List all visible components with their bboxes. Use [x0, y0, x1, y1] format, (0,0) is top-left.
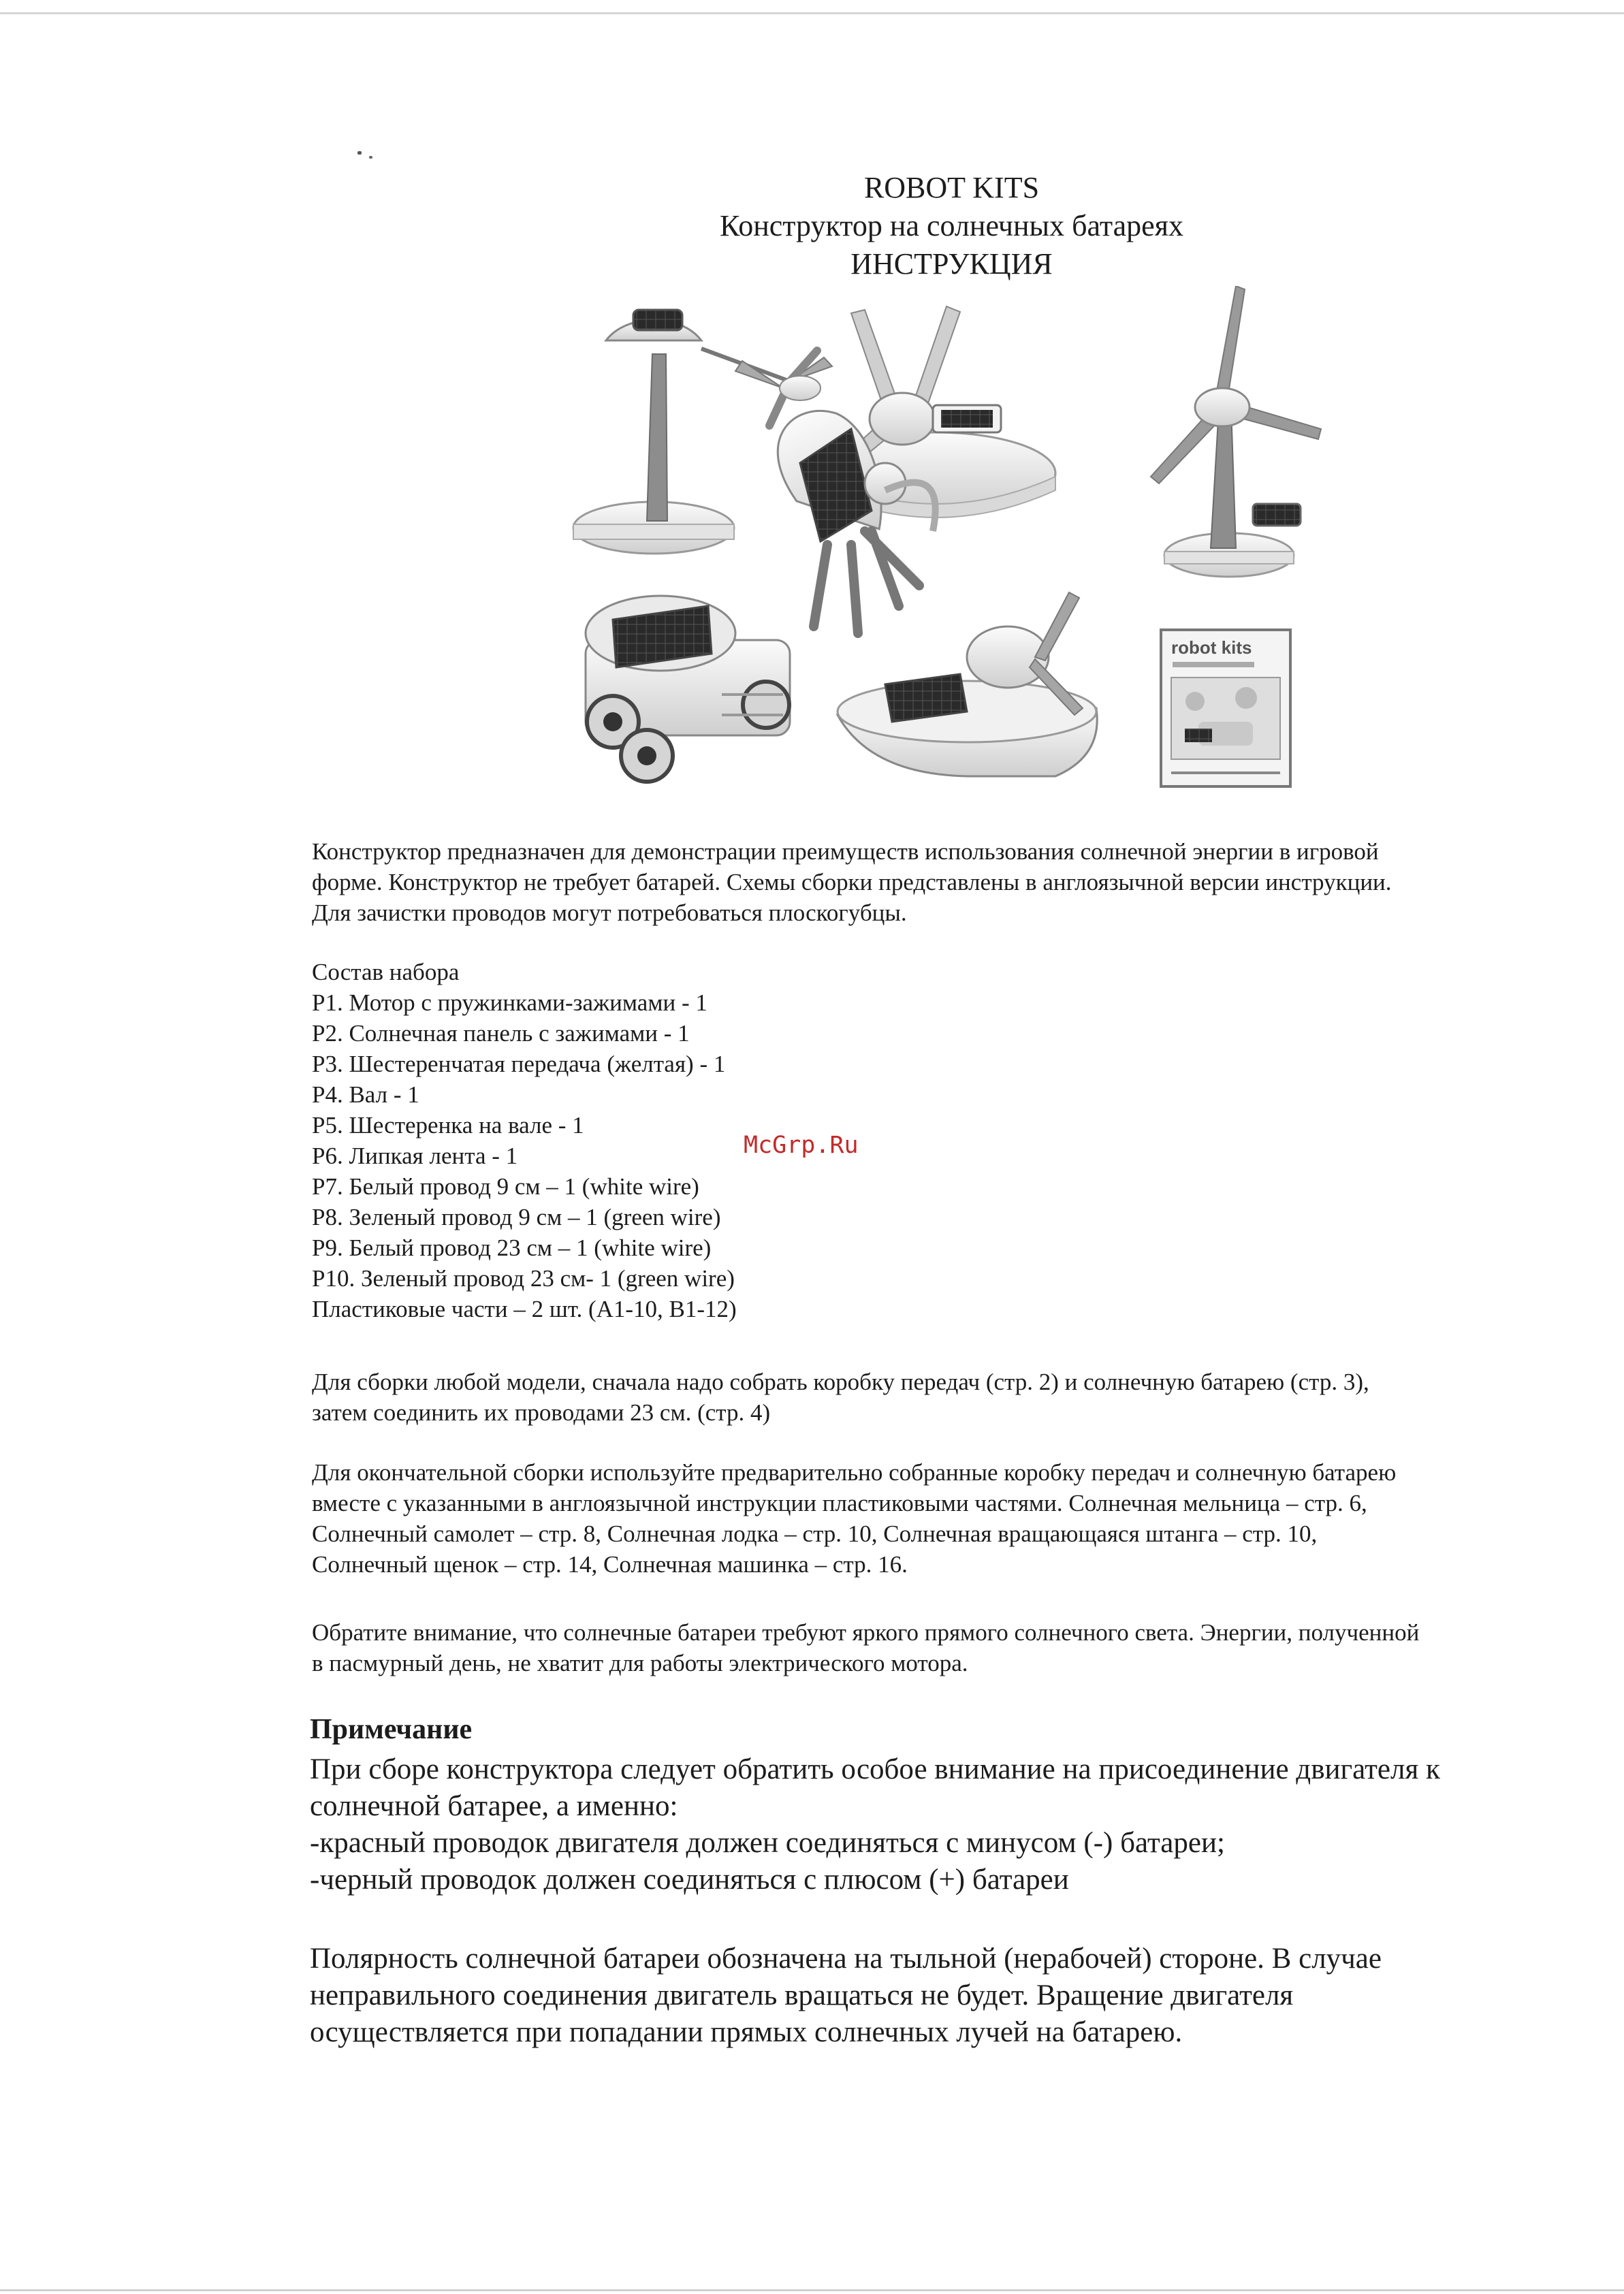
model-tall-windmill [1151, 286, 1321, 577]
doc-heading-instruction: ИНСТРУКЦИЯ [850, 247, 1053, 281]
list-item: Пластиковые части – 2 шт. (A1-10, B1-12) [312, 1296, 737, 1322]
text-line: Солнечный самолет – стр. 8, Солнечная лодка – стр. 10, Солнечная вращающаяся штанга – стр. 10, [312, 1520, 1318, 1547]
doc-subtitle: Конструктор на солнечных батареях [720, 209, 1183, 242]
text-line: -красный проводок двигателя должен соединяться с минусом (-) батареи; [310, 1827, 1225, 1859]
text-line: Для сборки любой модели, сначала надо собрать коробку передач (стр. 2) и солнечную батарею (стр. 3), [312, 1369, 1369, 1395]
text-line: Для зачистки проводов могут потребоваться плоскогубцы. [312, 899, 907, 926]
list-item: P8. Зеленый провод 9 см – 1 (green wire) [312, 1204, 721, 1230]
scan-speck [357, 151, 362, 155]
text-line: в пасмурный день, не хватит для работы электрического мотора. [312, 1650, 968, 1676]
model-solar-car [586, 596, 790, 782]
assembly-paragraph [312, 1367, 1592, 1428]
text-line: форме. Конструктор не требует батарей. Схемы сборки представлены в англоязычной версии инструкции. [312, 869, 1392, 895]
list-item: P10. Зеленый провод 23 см- 1 (green wire) [312, 1265, 735, 1292]
text-line: осуществляется при попадании прямых солнечных лучей на батарею. [310, 2016, 1183, 2048]
list-item: P5. Шестеренка на вале - 1 [312, 1112, 584, 1138]
composition-list [312, 957, 1592, 1324]
text-line: Полярность солнечной батареи обозначена на тыльной (нерабочей) стороне. В случае [310, 1943, 1382, 1975]
text-line: солнечной батарее, а именно: [310, 1790, 678, 1822]
list-item: P4. Вал - 1 [312, 1081, 419, 1108]
model-solar-boat [838, 592, 1097, 776]
note-body [310, 1751, 1604, 1898]
text-line: Солнечный щенок – стр. 14, Солнечная машинка – стр. 16. [312, 1551, 908, 1578]
text-line: неправильного соединения двигатель вращаться не будет. Вращение двигателя [310, 1979, 1294, 2011]
text-line: вместе с указанными в англоязычной инструкции пластиковыми частями. Солнечная мельница – стр. 6, [312, 1490, 1367, 1516]
list-item: P1. Мотор с пружинками-зажимами - 1 [312, 989, 707, 1016]
list-item: P6. Липкая лента - 1 [312, 1143, 518, 1169]
text-line: Обратите внимание, что солнечные батареи требуют яркого прямого солнечного света. Энергии, полученной [312, 1619, 1420, 1646]
scan-speck [369, 156, 372, 159]
text-line: затем соединить их проводами 23 см. (стр. 4) [312, 1399, 771, 1426]
text-line: Конструктор предназначен для демонстрации преимуществ использования солнечной энергии в игровой [312, 838, 1379, 865]
box-brand-text: robot kits [1171, 637, 1252, 658]
text-line: Для окончательной сборки используйте предварительно собранные коробку передач и солнечную батарею [312, 1459, 1397, 1486]
scan-edge-bottom [0, 2289, 1624, 2291]
scan-edge-top [0, 12, 1624, 14]
list-item: P2. Солнечная панель с зажимами - 1 [312, 1020, 690, 1047]
composition-heading: Состав набора [312, 959, 460, 985]
watermark: McGrp.Ru [744, 1132, 859, 1159]
product-box [1161, 630, 1290, 786]
list-item: P9. Белый провод 23 см – 1 (white wire) [312, 1234, 712, 1261]
final-assembly-paragraph [312, 1457, 1592, 1580]
intro-paragraph [312, 836, 1592, 928]
list-item: P7. Белый провод 9 см – 1 (white wire) [312, 1173, 699, 1200]
product-photo [565, 286, 1335, 790]
polarity-paragraph [310, 1941, 1604, 2051]
note-heading: Примечание [310, 1714, 473, 1745]
sunlight-paragraph [312, 1617, 1592, 1678]
text-line: -черный проводок должен соединяться с плюсом (+) батареи [310, 1864, 1069, 1896]
text-line: При сборе конструктора следует обратить особое внимание на присоединение двигателя к [310, 1753, 1440, 1785]
list-item: P3. Шестеренчатая передача (желтая) - 1 [312, 1051, 726, 1077]
doc-title: ROBOT KITS [863, 171, 1040, 204]
